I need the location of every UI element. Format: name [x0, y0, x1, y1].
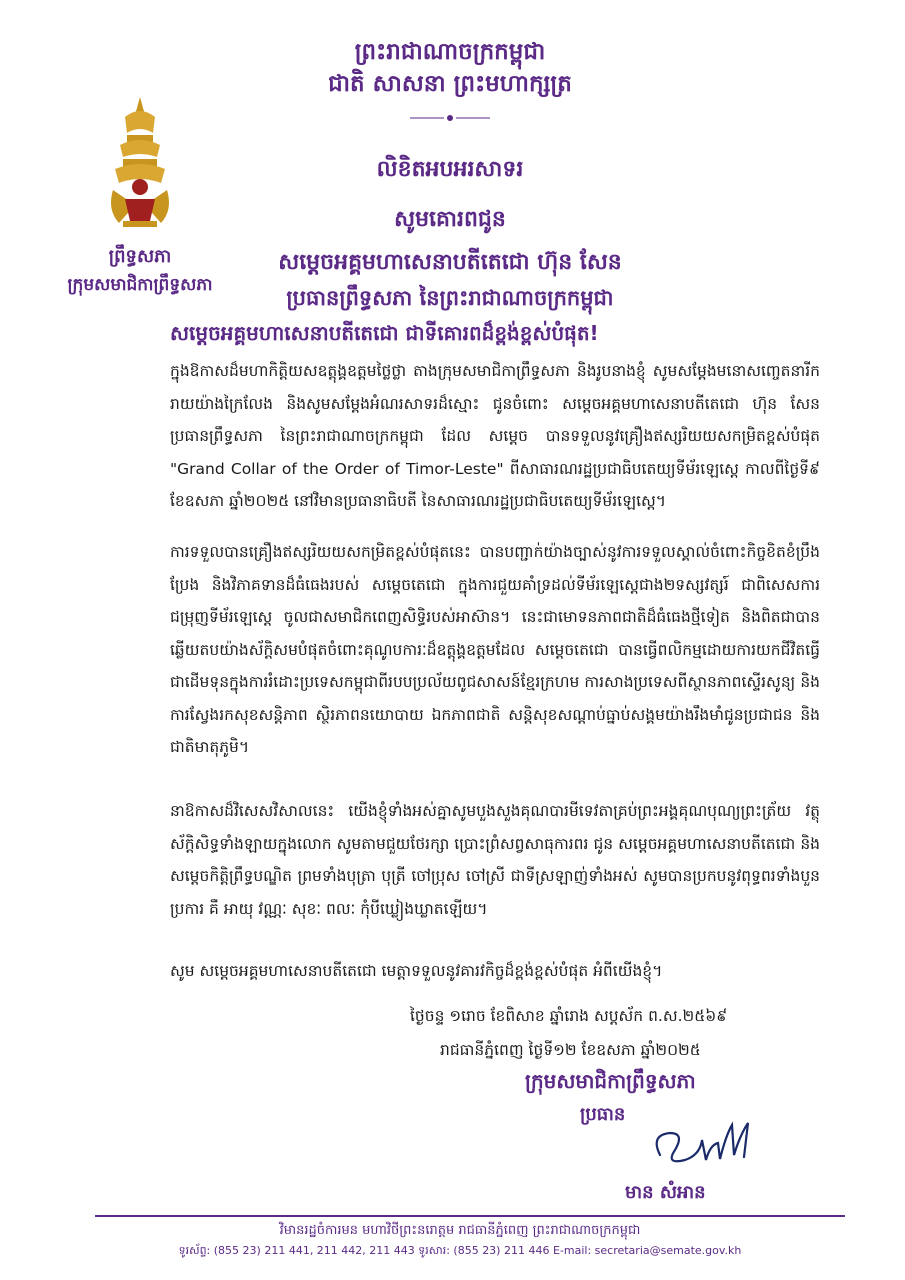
body-paragraph-1: ក្នុងឱកាសដ៏មហាកិត្តិយសឧត្តុង្គឧត្តមថ្លៃថ្លា តាងក្រុមសមាជិកាព្រឹទ្ធសភា និងរូបនាងខ្ញុំ សូមសម្តែងមនោសញ្ចេតនារីករាយយ៉ាងក្រៃលែង និងសូមសម្តែងអំណរសាទរដ៏ស្មោះ ជូនចំពោះ សម្តេចអគ្គមហាសេនាបតីតេជោ ហ៊ុន សែន ប្រធានព្រឹទ្ធសភា នៃព្រះរាជាណាចក្រកម្ពុជា ដែល សម្តេច បានទទួលនូវគ្រឿងឥស្សរិយយសកម្រិតខ្ពស់បំផុត "Grand Collar of the Order of Timor-Leste" ពីសាធារណរដ្ឋប្រជាធិបតេយ្យទីម័រឡេស្តេ កាលពីថ្ងៃទី៩ ខែឧសភា ឆ្នាំ២០២៥ នៅវិមានប្រធានាធិបតី នៃសាធារណរដ្ឋប្រជាធិបតេយ្យទីម័រឡេស្តេ។	[170, 362, 820, 510]
body-paragraph-2: ការទទួលបានគ្រឿងឥស្សរិយយសកម្រិតខ្ពស់បំផុតនេះ បានបញ្ជាក់យ៉ាងច្បាស់នូវការទទួលស្គាល់ចំពោះកិច្ចខិតខំប្រឹងប្រែង និងវិភាគទានដ៏ធំធេងរបស់ សម្តេចតេជោ ក្នុងការជួយគាំទ្រដល់ទីម័រឡេស្តេជាង២ទស្សវត្សរ៍ ជាពិសេសការជម្រុញទីម័រឡេស្តេ ចូលជាសមាជិកពេញសិទ្ធិរបស់អាស៊ាន។ នេះជាមោទនភាពជាតិដ៏ធំធេងថ្មីទៀត និងពិតជាបានឆ្លើយតបយ៉ាងស័ក្តិសមបំផុតចំពោះគុណូបការៈដ៏ឧត្តុង្គឧត្តមដែល សម្តេចតេជោ បានធ្វើពលិកម្មដោយការយកជីវិតធ្វើជាដើមទុនក្នុងការរំដោះប្រទេសកម្ពុជាពីរបបប្រល័យពូជសាសន៍ខ្មែរក្រហម ការសាងប្រទេសពីស្ថានភាពស្ទើរសូន្យ និងការស្វែងរកសុខសន្តិភាព ស្ថិរភាពនយោបាយ ឯកភាពជាតិ សន្តិសុខសណ្តាប់ធ្នាប់សង្គមយ៉ាងរឹងមាំជូនប្រជាជន និងជាតិមាតុភូមិ។	[170, 543, 820, 756]
signer-org: ក្រុមសមាជិកាព្រឹទ្ធសភា	[525, 1069, 696, 1093]
letter-to: សូមគោរពជូន	[394, 207, 506, 232]
footer-address: វិមានរដ្ឋចំការមន មហាវិថីព្រះនរោត្តម រាជធានីភ្នំពេញ ព្រះរាជាណាចក្រកម្ពុជា	[279, 1223, 641, 1238]
body-paragraph-3: នាឱកាសដ៏វិសេសវិសាលនេះ យើងខ្ញុំទាំងអស់គ្នាសូមបួងសួងគុណបារមីទេវតាគ្រប់ព្រះអង្គគុណបុណ្យព្រះត្រ័យ វត្ថុស័ក្តិសិទ្ធទាំងឡាយក្នុងលោក សូមតាមជួយថែរក្សា ប្រោះព្រំសព្វសាធុការពរ ជូន សម្តេចអគ្គមហាសេនាបតីតេជោ និង សម្តេចកិត្តិព្រឹទ្ធបណ្ឌិត ព្រមទាំងបុត្រា បុត្រី ចៅប្រុស ចៅស្រី ជាទីស្រឡាញ់ទាំងអស់ សូមបានប្រកបនូវពុទ្ធពរទាំងបួនប្រការ គឺ អាយុ វណ្ណៈ សុខៈ ពលៈ កុំបីឃ្លៀងឃ្លាតឡើយ។	[170, 802, 820, 918]
org-committee: ក្រុមសមាជិកាព្រឹទ្ធសភា	[67, 275, 213, 295]
senate-emblem-icon	[105, 95, 175, 230]
signer-name: មាន សំអាន	[625, 1182, 706, 1203]
body-paragraph-4: សូម សម្តេចអគ្គមហាសេនាបតីតេជោ មេត្តាទទួលនូវគារវកិច្ចដ៏ខ្ពង់ខ្ពស់បំផុត អំពីយើងខ្ញុំ។	[170, 962, 663, 980]
ornament-divider-icon	[410, 112, 490, 124]
recipient-position: ប្រធានព្រឹទ្ធសភា នៃព្រះរាជាណាចក្រកម្ពុជា	[286, 286, 614, 310]
place-date: រាជធានីភ្នំពេញ ថ្ងៃទី១២ ខែឧសភា ឆ្នាំ២០២៥	[440, 1041, 701, 1059]
national-motto: ជាតិ សាសនា ព្រះមហាក្សត្រ	[328, 71, 572, 97]
footer-contact: ទូរស័ព្ទ: (855 23) 211 441, 211 442, 211 443 ទូរសារ: (855 23) 211 446 E-mail: secretaria@semate.gov.kh	[178, 1244, 742, 1257]
letter-title: លិខិតអបអរសាទរ	[376, 157, 524, 182]
signer-role: ប្រធាន	[580, 1104, 626, 1125]
kingdom-title: ព្រះរាជាណាចក្រកម្ពុជា	[354, 39, 546, 65]
recipient-name: សម្តេចអគ្គមហាសេនាបតីតេជោ ហ៊ុន សែន	[278, 250, 622, 275]
lunar-date: ថ្ងៃចន្ទ ១រោច ខែពិសាខ ឆ្នាំរោង សប្តស័ក ព.ស.២៥៦៩	[410, 1007, 728, 1025]
org-name: ព្រឹទ្ធសភា	[108, 246, 172, 267]
handwritten-signature-icon	[640, 1115, 770, 1175]
salutation: សម្តេចអគ្គមហាសេនាបតីតេជោ ជាទីគោរពដ៏ខ្ពង់ខ្ពស់បំផុត!	[170, 321, 599, 345]
footer-divider	[95, 1215, 845, 1217]
